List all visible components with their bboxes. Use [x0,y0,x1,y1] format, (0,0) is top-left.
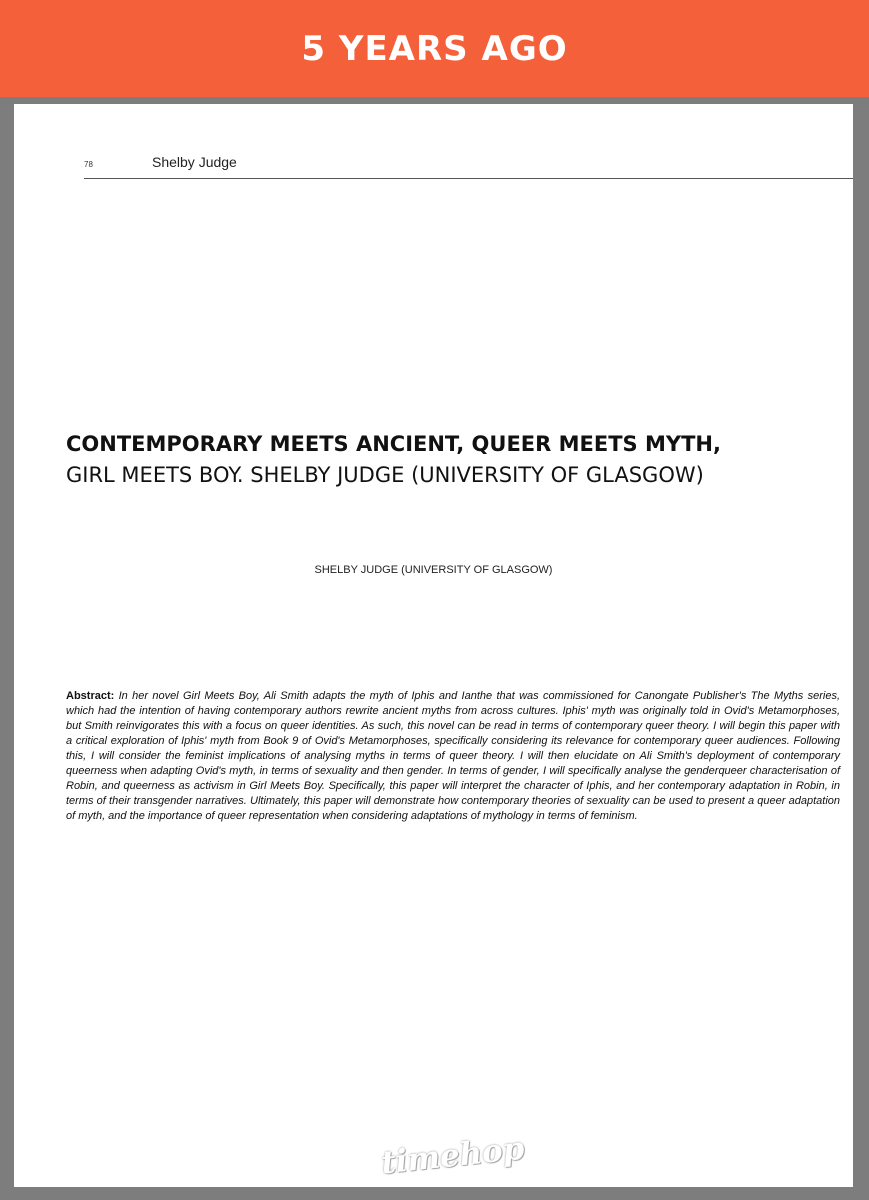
banner-title: 5 YEARS AGO [301,28,568,69]
page-number: 78 [84,160,93,169]
abstract-label: Abstract: [66,690,115,702]
author-byline: SHELBY JUDGE (UNIVERSITY OF GLASGOW) [314,564,553,576]
memory-banner [0,0,869,97]
paper-title [66,432,826,487]
running-header [84,154,853,179]
abstract [66,689,840,824]
title-line-1: CONTEMPORARY MEETS ANCIENT, QUEER MEETS MYTH, [66,432,721,456]
title-line-2: GIRL MEETS BOY. SHELBY JUDGE (UNIVERSITY OF GLASGOW) [66,463,704,487]
header-author: Shelby Judge [152,154,237,170]
document-page [14,104,853,1187]
abstract-text: In her novel Girl Meets Boy, Ali Smith adapts the myth of Iphis and Ianthe that was commissioned for Canongate Publisher's The Myths series, which had the intention of having contemporary authors rewrite ancient myths from across cultures. Iphis' myth was originally told in Ovid's Metamorphoses, but Smith reinvigorates this with a focus on queer identities. As such, this novel can be read in terms of contemporary queer theory. I will begin this paper with a critical exploration of Iphis' myth from Book 9 of Ovid's Metamorphoses, specifically considering its relevance for contemporary queer audiences. Following this, I will consider the feminist implications of analysing myths in terms of queer theory. I will then elucidate on Ali Smith's deployment of contemporary queerness when adapting Ovid's myth, in terms of sexuality and then gender. In terms of gender, I will specifically analyse the genderqueer characterisation of Robin, and queerness as activism in Girl Meets Boy. Specifically, this paper will interpret the character of Iphis, and her contemporary adaptation in Robin, in terms of their transgender narratives. Ultimately, this paper will demonstrate how contemporary theories of sexuality can be used to present a queer adaptation of myth, and the importance of queer representation when considering adaptations of mythology in terms of feminism. [66,690,841,822]
timehop-logo: timehop [379,1130,527,1182]
